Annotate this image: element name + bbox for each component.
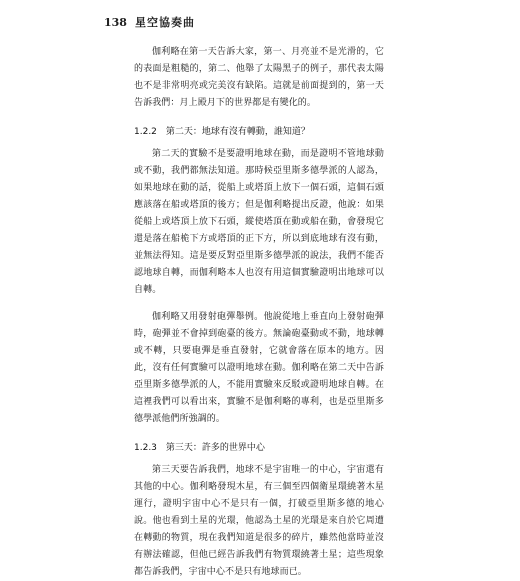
page-number: 138 [104,16,127,29]
book-title: 星空協奏曲 [134,16,195,29]
paragraph-cannon: 伽利略又用發射砲彈舉例。他說從地上垂直向上發射砲彈時，砲彈並不會掉到砲臺的後方。無論砲臺動或不動，地球轉或不轉，只要砲彈是垂直發射，它就會落在原本的地方。因此，沒有任何實驗可以證明地球在動。伽利略在第二天中告訴亞里斯多德學派的人，不能用實驗來反駁或證明地球自轉。在這裡我們可以看出來，實驗不是伽利略的專利，也是亞里斯多德學派他們所強調的。 [134,312,384,424]
page-body [134,44,384,581]
running-header [104,14,195,30]
section-title: 第三天：許多的世界中心 [165,443,265,453]
paragraph-day2: 第二天的實驗不是要證明地球在動，而是證明不管地球動或不動，我們都無法知道。那時候亞里斯多德學派的人認為，如果地球在動的話，從船上或塔頂上放下一個石頭，這個石頭應該落在船或塔頂的後方；但是伽利略提出反證，他說：如果從船上或塔頂上放下石頭，縱使塔頂在動或船在動，會發現它還是落在船桅下方或塔頂的正下方，所以到底地球有沒有動，並無法得知。這是要反對亞里斯多德學派的說法，我們不能否認地球自轉，而伽利略本人也沒有用這個實驗證明出地球可以自轉。 [134,149,384,295]
section-heading-1-2-3 [134,440,384,456]
paragraph-day3: 第三天要告訴我們，地球不是宇宙唯一的中心，宇宙還有其他的中心。伽利略發現木星，有三個至四個衛星環繞著木星運行，證明宇宙中心不是只有一個，打破亞里斯多德的地心說。他也看到土星的光環，他認為土星的光環是來自於它周遭在轉動的物質，現在我們知道是很多的碎片，雖然他當時並沒有辦法確認，但他已經告訴我們有物質環繞著土星；這些現象都告訴我們，宇宙中心不是只有地球而已。 [134,465,384,577]
section-number: 1.2.3 [134,443,157,453]
section-number: 1.2.2 [134,127,157,137]
section-heading-1-2-2 [134,124,384,140]
section-title: 第二天：地球有沒有轉動，誰知道？ [165,127,310,137]
paragraph-intro: 伽利略在第一天告訴大家，第一、月亮並不是光滑的，它的表面是粗糙的，第二、他舉了太陽黑子的例子，那代表太陽也不是非常明亮或完美沒有缺陷。這就是前面提到的，第一天告訴我們：月上殿月下的世界都是有變化的。 [134,47,384,108]
